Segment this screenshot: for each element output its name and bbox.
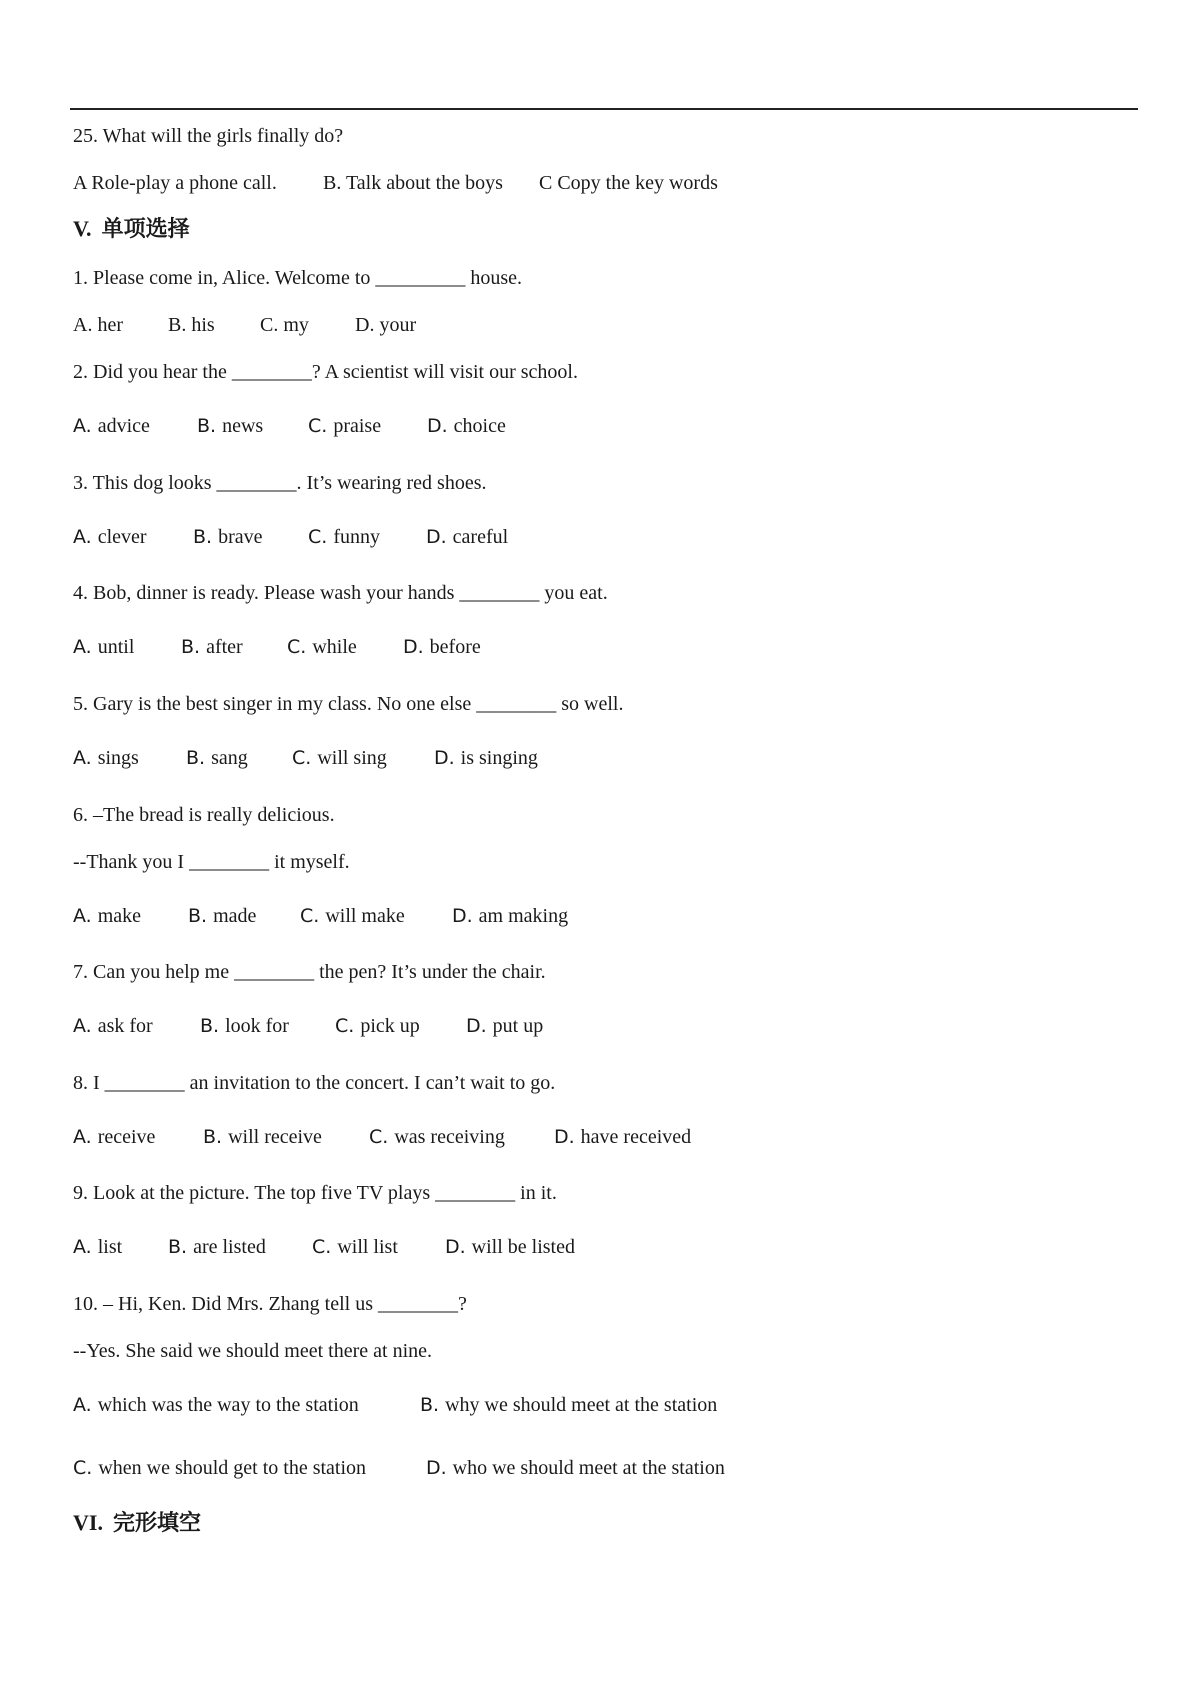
question-10-stem: 10. – Hi, Ken. Did Mrs. Zhang tell us ________? <box>73 1293 467 1315</box>
question-2-option-d: D. choice <box>427 415 506 437</box>
question-9-option-a: A. list <box>73 1236 123 1258</box>
question-10-option-d: D. who we should meet at the station <box>426 1457 725 1479</box>
section-5-title: 单项选择 <box>101 217 190 242</box>
question-2-option-a: A. advice <box>73 415 150 437</box>
question-6-reply: --Thank you I ________ it myself. <box>73 851 350 873</box>
question-25-option-b: B. Talk about the boys <box>323 172 503 194</box>
question-1-option-a: A. her <box>73 314 123 336</box>
question-7-stem: 7. Can you help me ________ the pen? It’s under the chair. <box>73 961 546 983</box>
question-6-option-c: C. will make <box>300 905 405 927</box>
question-25-stem: 25. What will the girls finally do? <box>73 125 344 147</box>
question-4-option-b: B. after <box>181 636 243 658</box>
section-5-roman: V. <box>73 216 92 241</box>
question-5-option-c: C. will sing <box>292 747 387 769</box>
question-9-stem: 9. Look at the picture. The top five TV plays ________ in it. <box>73 1182 557 1204</box>
question-7-option-d: D. put up <box>466 1015 544 1037</box>
question-2-option-c: C. praise <box>308 415 382 437</box>
question-8-option-c: C. was receiving <box>369 1126 505 1148</box>
question-8-stem: 8. I ________ an invitation to the concert. I can’t wait to go. <box>73 1072 556 1094</box>
question-1-option-c: C. my <box>260 314 309 336</box>
question-10-option-c: C. when we should get to the station <box>73 1457 367 1479</box>
question-25-option-c: C Copy the key words <box>539 172 718 194</box>
question-4-stem: 4. Bob, dinner is ready. Please wash your hands ________ you eat. <box>73 582 608 604</box>
question-10-reply: --Yes. She said we should meet there at nine. <box>73 1340 433 1362</box>
question-8-option-d: D. have received <box>554 1126 692 1148</box>
question-1-option-b: B. his <box>168 314 215 336</box>
question-5-option-b: B. sang <box>186 747 248 769</box>
question-8-option-a: A. receive <box>73 1126 156 1148</box>
question-4-option-d: D. before <box>403 636 481 658</box>
question-1-stem: 1. Please come in, Alice. Welcome to _________ house. <box>73 267 523 289</box>
header-rule <box>70 108 1138 110</box>
question-25-option-a: A Role-play a phone call. <box>73 172 277 194</box>
question-7-option-b: B. look for <box>200 1015 289 1037</box>
question-5-option-a: A. sings <box>73 747 139 769</box>
section-6-roman: VI. <box>73 1510 103 1535</box>
question-9-option-d: D. will be listed <box>445 1236 575 1258</box>
question-8-option-b: B. will receive <box>203 1126 322 1148</box>
question-3-option-a: A. clever <box>73 526 147 548</box>
question-7-option-c: C. pick up <box>335 1015 420 1037</box>
question-4-option-c: C. while <box>287 636 357 658</box>
question-4-option-a: A. until <box>73 636 135 658</box>
question-2-stem: 2. Did you hear the ________? A scientist will visit our school. <box>73 361 578 383</box>
question-1-option-d: D. your <box>355 314 417 336</box>
question-6-stem: 6. –The bread is really delicious. <box>73 804 335 826</box>
question-3-stem: 3. This dog looks ________. It’s wearing red shoes. <box>73 472 487 494</box>
question-2-option-b: B. news <box>197 415 264 437</box>
question-9-option-b: B. are listed <box>168 1236 266 1258</box>
question-6-option-d: D. am making <box>452 905 569 927</box>
question-3-option-d: D. careful <box>426 526 509 548</box>
question-10-option-b: B. why we should meet at the station <box>420 1394 718 1416</box>
question-3-option-b: B. brave <box>193 526 263 548</box>
section-6-heading <box>73 1512 201 1535</box>
question-6-option-a: A. make <box>73 905 142 927</box>
section-6-title: 完形填空 <box>112 1511 201 1536</box>
question-10-option-a: A. which was the way to the station <box>73 1394 359 1416</box>
question-7-option-a: A. ask for <box>73 1015 153 1037</box>
section-5-heading <box>73 218 190 241</box>
question-9-option-c: C. will list <box>312 1236 398 1258</box>
question-6-option-b: B. made <box>188 905 257 927</box>
question-5-option-d: D. is singing <box>434 747 538 769</box>
question-5-stem: 5. Gary is the best singer in my class. No one else ________ so well. <box>73 693 624 715</box>
question-3-option-c: C. funny <box>308 526 380 548</box>
